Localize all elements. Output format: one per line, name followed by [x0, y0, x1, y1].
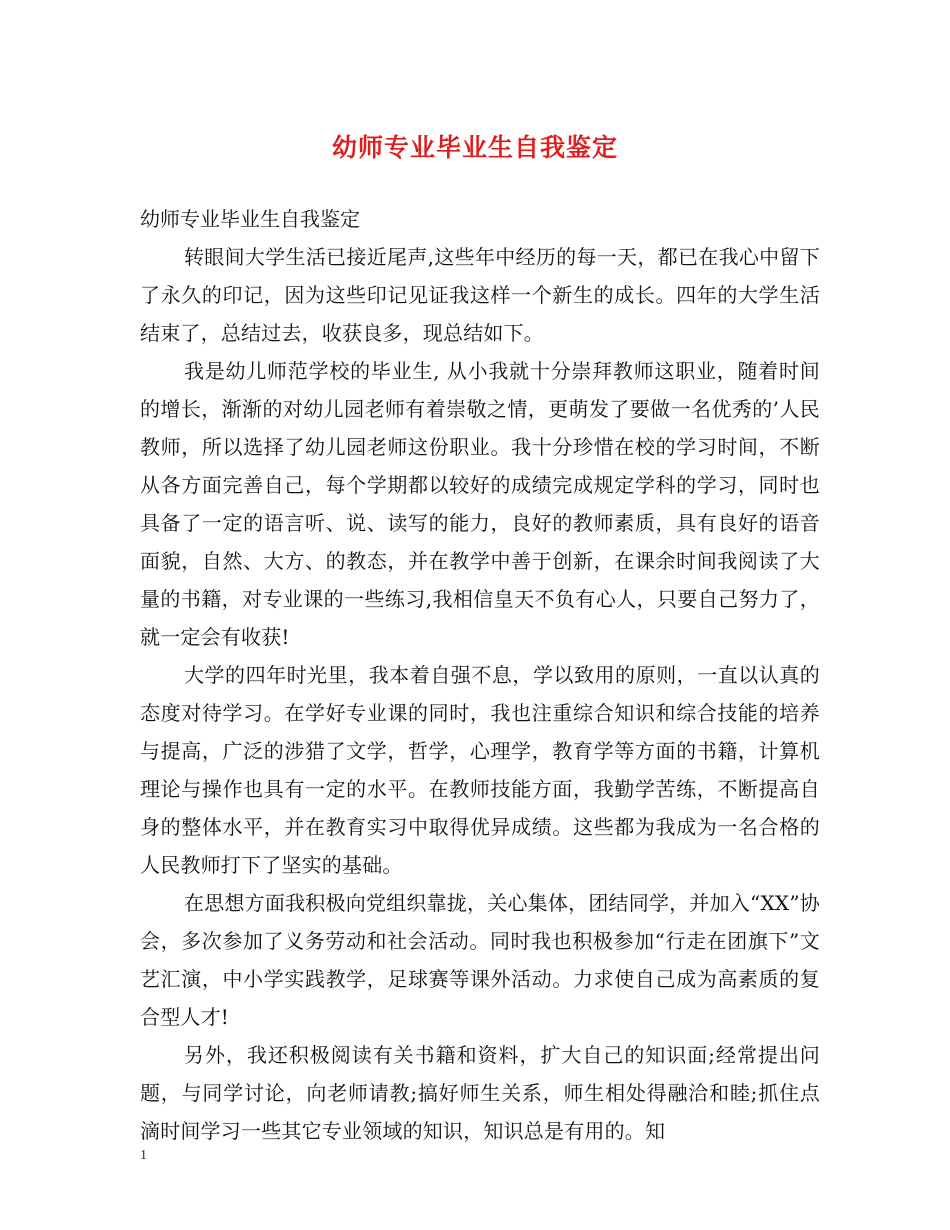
paragraph-ideology: 在思想方面我积极向党组织靠拢，关心集体，团结同学，并加入“XX”协会，多次参加了义务劳动和社会活动。同时我也积极参加“行走在团旗下”文艺汇演，中小学实践教学，足球赛等课外活动。力求使自己成为高素质的复合型人才!	[140, 891, 820, 1029]
document-body	[140, 200, 820, 1150]
paragraph-intro: 转眼间大学生活已接近尾声,这些年中经历的每一天，都已在我心中留下了永久的印记，因为这些印记见证我这样一个新生的成长。四年的大学生活结束了，总结过去，收获良多，现总结如下。	[140, 245, 820, 345]
page-number: 1	[140, 1148, 147, 1163]
paragraph-other: 另外，我还积极阅读有关书籍和资料，扩大自己的知识面;经常提出问题，与同学讨论，向老师请教;搞好师生关系，师生相处得融洽和睦;抓住点滴时间学习一些其它专业领域的知识，知识总是有用的。知	[140, 1043, 820, 1143]
document-subtitle: 幼师专业毕业生自我鉴定	[140, 207, 360, 231]
document-title: 幼师专业毕业生自我鉴定	[331, 133, 618, 162]
paragraph-background: 我是幼儿师范学校的毕业生, 从小我就十分崇拜教师这职业，随着时间的增长，渐渐的对幼儿园老师有着崇敬之情，更萌发了要做一名优秀的’人民教师，所以选择了幼儿园老师这份职业。我十分珍惜在校的学习时间，不断从各方面完善自己，每个学期都以较好的成绩完成规定学科的学习，同时也具备了一定的语言听、说、读写的能力，良好的教师素质，具有良好的语音面貌，自然、大方、的教态，并在教学中善于创新，在课余时间我阅读了大量的书籍，对专业课的一些练习,我相信皇天不负有心人，只要自己努力了，就一定会有收获!	[140, 359, 820, 649]
paragraph-study: 大学的四年时光里，我本着自强不息，学以致用的原则，一直以认真的态度对待学习。在学好专业课的同时，我也注重综合知识和综合技能的培养与提高，广泛的涉猎了文学，哲学，心理学，教育学等方面的书籍，计算机理论与操作也具有一定的水平。在教师技能方面，我勤学苦练，不断提高自身的整体水平，并在教育实习中取得优异成绩。这些都为我成为一名合格的人民教师打下了坚实的基础。	[140, 663, 820, 877]
